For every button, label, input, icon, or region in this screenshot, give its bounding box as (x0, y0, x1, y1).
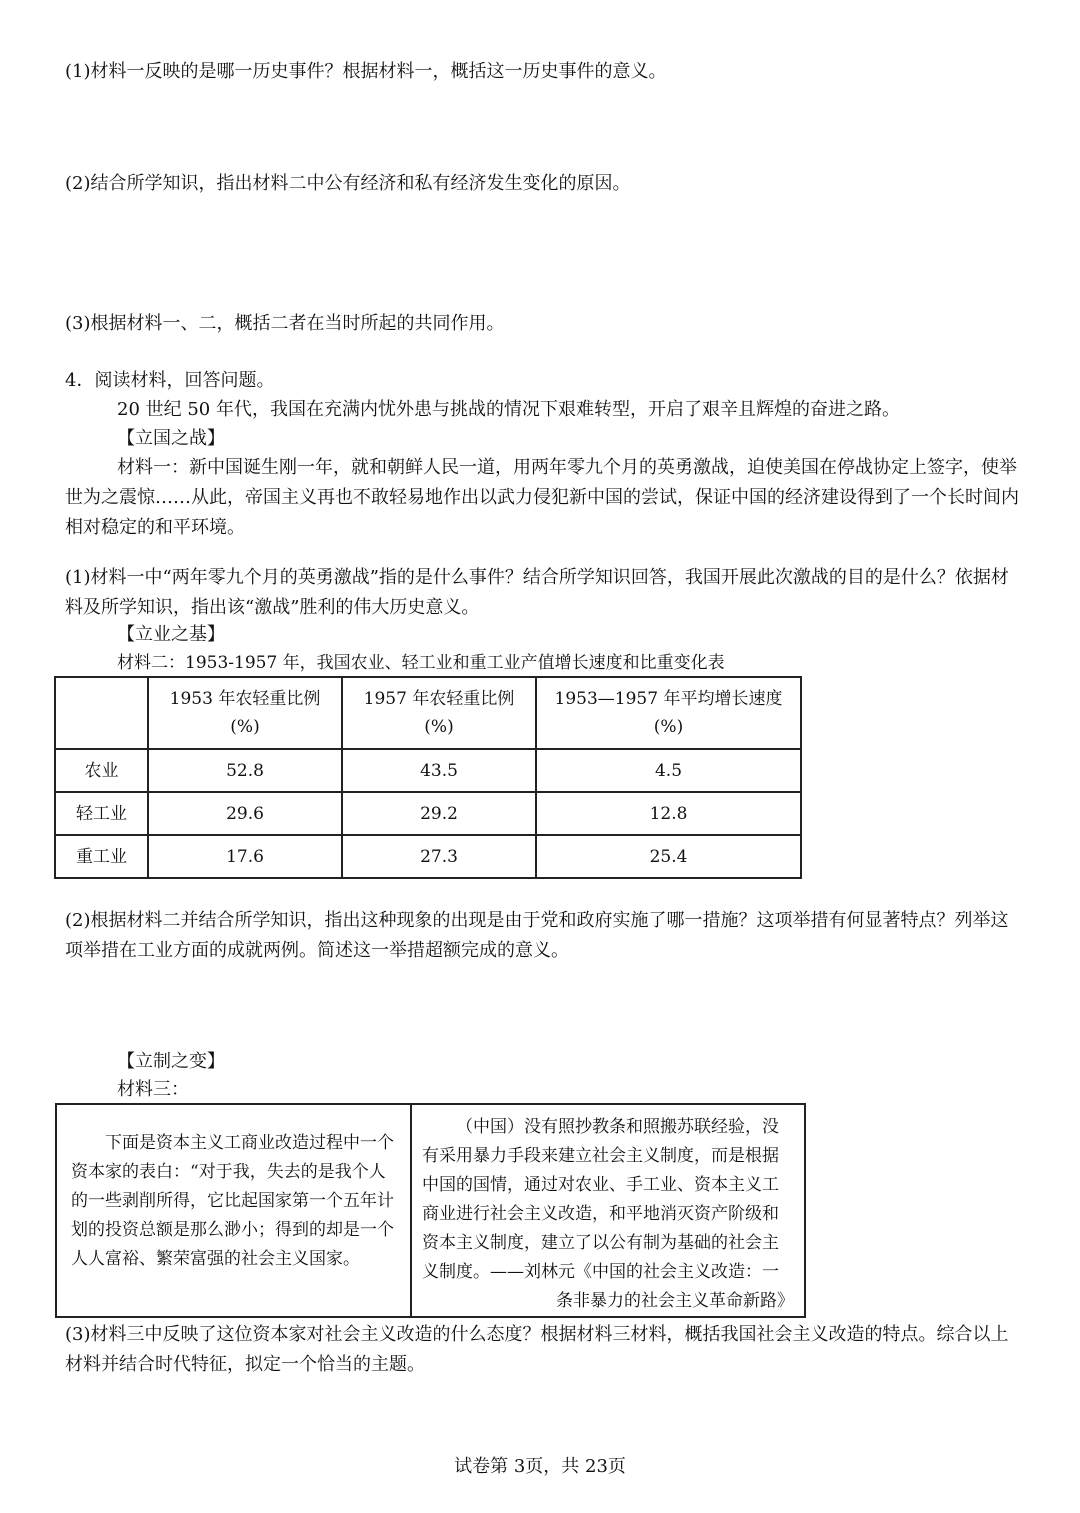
material1: 材料一：新中国诞生刚一年，就和朝鲜人民一道，用两年零九个月的英勇激战，迫使美国在停战协定上签字，使举世为之震惊……从此，帝国主义再也不敢轻易地作出以武力侵犯新中国的尝试，保证中国的经济建设得到了一个长时间内相对稳定的和平环境。 (65, 457, 1019, 538)
table-cell: 29.2 (342, 792, 536, 835)
table-cell: 4.5 (536, 749, 801, 792)
table-row (55, 749, 801, 792)
table-cell: 25.4 (536, 835, 801, 878)
table-row (55, 835, 801, 878)
row-label: 轻工业 (55, 792, 148, 835)
q4-sub2: (2)根据材料二并结合所学知识，指出这种现象的出现是由于党和政府实施了哪一措施？这项举措有何显著特点？列举这项举措在工业方面的成就两例。简述这一举措超额完成的意义。 (65, 910, 1009, 961)
material3-label: 材料三： (117, 1079, 189, 1100)
material3-right (411, 1104, 805, 1317)
table-cell: 27.3 (342, 835, 536, 878)
table-cell: 17.6 (148, 835, 342, 878)
material3-source: 条非暴力的社会主义革命新路》 (556, 1291, 794, 1311)
section-title-3: 【立制之变】 (117, 1051, 225, 1072)
table-header-row (55, 677, 801, 749)
table-row (55, 792, 801, 835)
table-header-cell: 1953—1957 年平均增长速度 (%) (536, 677, 801, 749)
table-cell: 43.5 (342, 749, 536, 792)
q3-sub1: (1)材料一反映的是哪一历史事件？根据材料一，概括这一历史事件的意义。 (65, 61, 667, 82)
table-cell: 12.8 (536, 792, 801, 835)
q4-sub3: (3)材料三中反映了这位资本家对社会主义改造的什么态度？根据材料三材料，概括我国社会主义改造的特点。综合以上材料并结合时代特征，拟定一个恰当的主题。 (65, 1324, 1009, 1375)
table-cell: 52.8 (148, 749, 342, 792)
q3-sub2: (2)结合所学知识，指出材料二中公有经济和私有经济发生变化的原因。 (65, 173, 631, 194)
page-footer: 试卷第 3页，共 23页 (454, 1456, 626, 1477)
material2-caption: 材料二：1953-1957 年，我国农业、轻工业和重工业产值增长速度和比重变化表 (117, 653, 725, 673)
table-header-cell: 1953 年农轻重比例 (%) (148, 677, 342, 749)
table-header-cell: 1957 年农轻重比例 (%) (342, 677, 536, 749)
table-cell: 29.6 (148, 792, 342, 835)
row-label: 重工业 (55, 835, 148, 878)
output-table (54, 676, 802, 879)
section-title-1: 【立国之战】 (117, 428, 225, 449)
section-title-2: 【立业之基】 (117, 624, 225, 645)
table-corner-cell (55, 677, 148, 749)
q4-heading: 4．阅读材料，回答问题。 (65, 370, 275, 391)
material3-left: 下面是资本主义工商业改造过程中一个资本家的表白：“对于我，失去的是我个人的一些剥削所得，它比起国家第一个五年计划的投资总额是那么渺小；得到的却是一个人人富裕、繁荣富强的社会主义国家。 (56, 1104, 411, 1317)
row-label: 农业 (55, 749, 148, 792)
q4-intro: 20 世纪 50 年代，我国在充满内忧外患与挑战的情况下艰难转型，开启了艰辛且辉煌的奋进之路。 (117, 399, 900, 420)
q4-sub1: (1)材料一中“两年零九个月的英勇激战”指的是什么事件？结合所学知识回答，我国开展此次激战的目的是什么？依据材料及所学知识，指出该“激战”胜利的伟大历史意义。 (65, 567, 1009, 618)
q3-sub3: (3)根据材料一、二，概括二者在当时所起的共同作用。 (65, 313, 505, 334)
material3-right-text: （中国）没有照抄教条和照搬苏联经验，没有采用暴力手段来建立社会主义制度，而是根据中国的国情，通过对农业、手工业、资本主义工商业进行社会主义改造，和平地消灭资产阶级和资本主义制度，建立了以公有制为基础的社会主义制度。——刘林元《中国的社会主义改造：一 (422, 1117, 779, 1282)
material3-box (55, 1103, 806, 1318)
